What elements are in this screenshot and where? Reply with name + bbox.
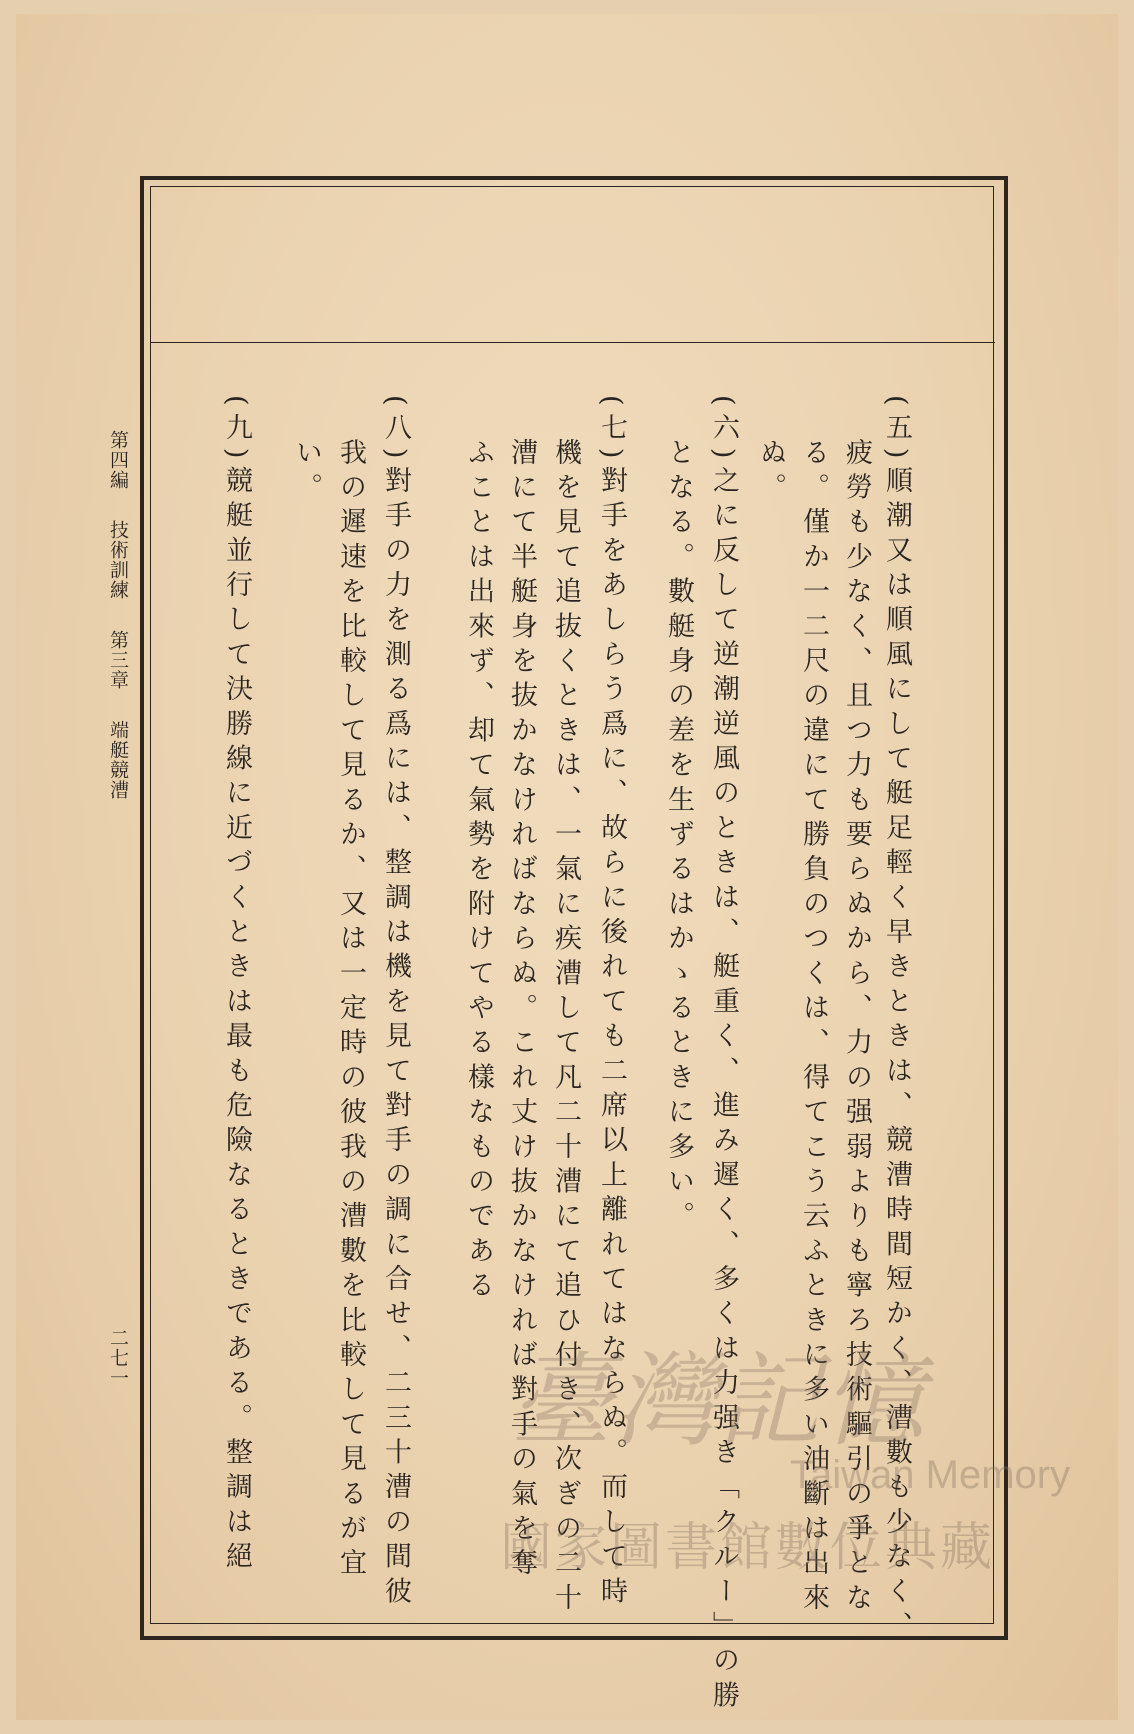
text-column: い。 xyxy=(291,438,322,508)
text-column: 疲勞も少なく、且つ力も要らぬから、力の强弱よりも寧ろ技術驅引の爭とな xyxy=(841,438,872,1618)
running-header xyxy=(105,430,132,800)
text-column: 機を見て追抜くときは、一氣に疾漕して凡二十漕にて追ひ付き、次ぎの二十 xyxy=(550,438,581,1618)
text-column: となる。數艇身の差を生ずるはかゝるときに多い。 xyxy=(663,438,694,1237)
page-number: 二七一 xyxy=(107,1328,129,1388)
header-rule xyxy=(150,342,995,343)
watermark-library: 國家圖書館數位典藏 xyxy=(500,1518,996,1578)
text-column: (八)對手の力を測る爲には、整調は機を見て對手の調に合せ、二三十漕の間彼 xyxy=(380,395,411,1612)
running-header-chapter: 第三章 xyxy=(107,630,129,691)
text-column: (五)順潮又は順風にして艇足輕く早きときは、競漕時間短かく、漕數も少なく、 xyxy=(881,395,912,1646)
text-column: (七)對手をあしらう爲に、故らに後れても二席以上離れてはならぬ。而して時 xyxy=(596,395,627,1612)
running-header-part: 技術訓練 xyxy=(107,520,129,601)
text-column: 我の遲速を比較して見るか、又は一定時の彼我の漕數を比較して見るが宜 xyxy=(335,438,366,1584)
running-header-subject: 端艇競漕 xyxy=(107,720,129,801)
watermark-title: 臺灣記憶 xyxy=(510,1342,926,1461)
text-column: ぬ。 xyxy=(755,438,786,508)
text-column: る。僅か一二尺の違にて勝負のつくは、得てこう云ふときに多い油斷は出來 xyxy=(798,438,829,1618)
text-column: 漕にて半艇身を抜かなければならぬ。これ丈け抜かなければ對手の氣を奪 xyxy=(506,438,537,1584)
running-header-volume: 第四編 xyxy=(107,430,129,490)
text-column: (九)競艇並行して決勝線に近づくときは最も危險なるときである。整調は絕 xyxy=(221,395,252,1577)
watermark-english: Taiwan Memory xyxy=(790,1453,1071,1497)
text-column: ふことは出來ず、却て氣勢を附けてやる樣なものである xyxy=(463,438,494,1306)
text-column: (六)之に反して逆潮逆風のときは、艇重く、進み遲く、多くは力强き「クルー」の勝 xyxy=(708,395,739,1716)
